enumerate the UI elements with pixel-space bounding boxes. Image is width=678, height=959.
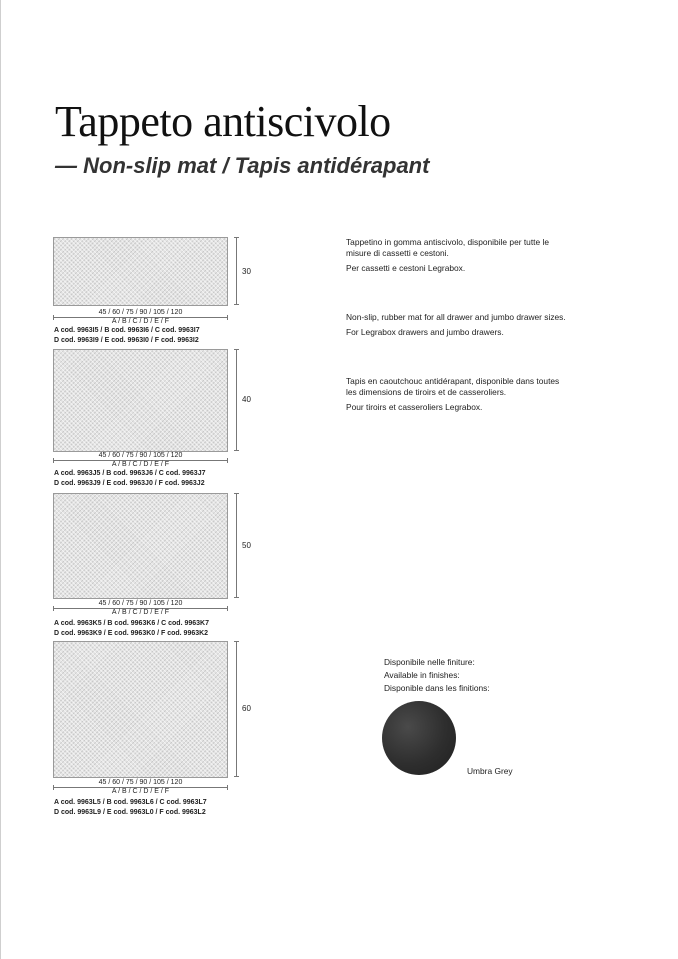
description-english bbox=[346, 312, 566, 342]
description-french bbox=[346, 376, 566, 417]
product-codes: D cod. 9963K9 / E cod. 9963K0 / F cod. 9963K2 bbox=[54, 630, 209, 637]
finishes-heading-en: Available in finishes: bbox=[384, 670, 460, 680]
variant-letters: A / B / C / D / E / F bbox=[111, 788, 170, 795]
color-swatch bbox=[382, 701, 456, 775]
description-note: Pour tiroirs et casseroliers Legrabox. bbox=[346, 402, 483, 412]
product-codes: D cod. 9963J9 / E cod. 9963J0 / F cod. 9963J2 bbox=[54, 480, 205, 487]
description-text: Tapis en caoutchouc antidérapant, disponible dans toutes les dimensions de tiroirs et de casseroliers. bbox=[346, 376, 560, 397]
product-codes: A cod. 9963J5 / B cod. 9963J6 / C cod. 9963J7 bbox=[54, 470, 206, 477]
product-codes: A cod. 9963K5 / B cod. 9963K6 / C cod. 9963K7 bbox=[54, 620, 209, 627]
mat-diagram bbox=[53, 237, 228, 306]
mat-diagram bbox=[53, 493, 228, 599]
description-text: Tappetino in gomma antiscivolo, disponibile per tutte le misure di cassetti e cestoni. bbox=[346, 237, 549, 258]
depth-label: 50 bbox=[242, 541, 251, 550]
mat-diagram bbox=[53, 641, 228, 778]
depth-dimension-line bbox=[236, 237, 237, 305]
product-codes: A cod. 9963L5 / B cod. 9963L6 / C cod. 9963L7 bbox=[54, 799, 207, 806]
variant-letters: A / B / C / D / E / F bbox=[111, 609, 170, 616]
width-sizes-label: 45 / 60 / 75 / 90 / 105 / 120 bbox=[98, 309, 183, 316]
finishes-heading-it: Disponibile nelle finiture: bbox=[384, 657, 475, 667]
description-note: Per cassetti e cestoni Legrabox. bbox=[346, 263, 466, 273]
variant-letters: A / B / C / D / E / F bbox=[111, 461, 170, 468]
variant-letters: A / B / C / D / E / F bbox=[111, 318, 170, 325]
depth-label: 30 bbox=[242, 267, 251, 276]
description-text: Non-slip, rubber mat for all drawer and jumbo drawer sizes. bbox=[346, 312, 566, 322]
depth-dimension-line bbox=[236, 493, 237, 598]
depth-dimension-line bbox=[236, 349, 237, 451]
finishes-heading-fr: Disponible dans les finitions: bbox=[384, 683, 490, 693]
description-italian bbox=[346, 237, 566, 278]
product-codes: D cod. 9963I9 / E cod. 9963I0 / F cod. 9963I2 bbox=[54, 337, 199, 344]
product-codes: D cod. 9963L9 / E cod. 9963L0 / F cod. 9963L2 bbox=[54, 809, 206, 816]
width-sizes-label: 45 / 60 / 75 / 90 / 105 / 120 bbox=[98, 600, 183, 607]
product-codes: A cod. 9963I5 / B cod. 9963I6 / C cod. 9963I7 bbox=[54, 327, 200, 334]
page-title: Tappeto antiscivolo bbox=[55, 97, 391, 146]
depth-dimension-line bbox=[236, 641, 237, 777]
mat-diagram bbox=[53, 349, 228, 452]
width-sizes-label: 45 / 60 / 75 / 90 / 105 / 120 bbox=[98, 452, 183, 459]
finishes-heading bbox=[384, 656, 490, 695]
depth-label: 40 bbox=[242, 395, 251, 404]
width-sizes-label: 45 / 60 / 75 / 90 / 105 / 120 bbox=[98, 779, 183, 786]
swatch-label: Umbra Grey bbox=[467, 766, 513, 776]
page-edge-rule bbox=[0, 0, 1, 959]
page-subtitle: — Non-slip mat / Tapis antidérapant bbox=[55, 153, 430, 178]
depth-label: 60 bbox=[242, 704, 251, 713]
description-note: For Legrabox drawers and jumbo drawers. bbox=[346, 327, 504, 337]
